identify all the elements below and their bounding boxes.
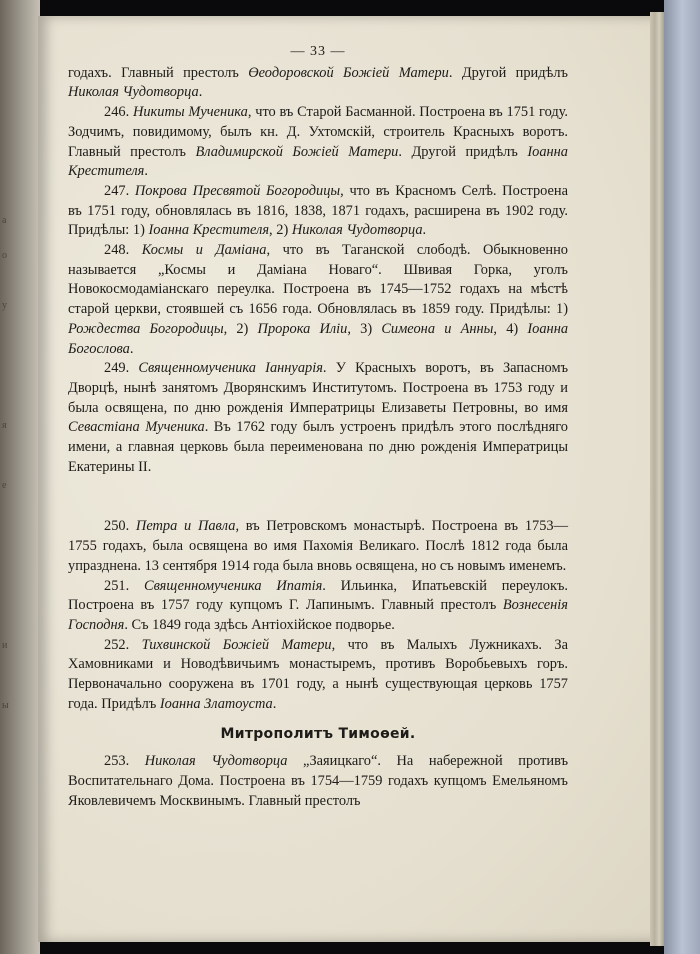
- italic-name: Симеона и Анны: [381, 320, 494, 337]
- background: [664, 0, 700, 954]
- italic-name: Никиты Мученика: [132, 104, 248, 121]
- entry-p247: 247. Покрова Пресвятой Богородицы, что въ Красномъ Селѣ. Построена въ 1751 году, обновлялась въ 1816, 1838, 1871 годахъ, расширена въ 1902 году. Придѣлы: 1) Іоанна Крестителя, 2) Николая Чудотворца.: [68, 182, 569, 239]
- italic-name: Николая Чудотворца: [291, 222, 423, 239]
- italic-name: Вознесенія Господня: [68, 597, 568, 633]
- paragraph-gap: [68, 477, 568, 517]
- entry-p246: 246. Никиты Мученика, что въ Старой Басманной. Построена въ 1751 году. Зодчимъ, повидимому, былъ кн. Д. Ухтомскій, строитель Красныхъ воротъ. Главный престолъ Владимирской Божіей Матери. Другой придѣлъ Іоанна Крестителя.: [68, 104, 569, 180]
- italic-name: Іоанна Крестителя: [68, 143, 568, 180]
- section-heading: Митрополитъ Тимоѳей.: [220, 725, 416, 742]
- facing-page-fragment: ы: [2, 700, 9, 711]
- italic-name: Космы и Даміана: [141, 242, 267, 259]
- facing-page-fragment: у: [2, 300, 7, 311]
- italic-name: Іоанна Златоуста: [159, 695, 273, 712]
- italic-name: Священномученика Іаннуарія: [138, 360, 323, 377]
- facing-page-fragment: и: [2, 640, 8, 651]
- entries-block: [68, 64, 568, 715]
- entry-p252: 252. Тихвинской Божіей Матери, что въ Малыхъ Лужникахъ. За Хамовниками и Новодѣвичьимъ монастыремъ, противъ Воробьевыхъ горъ. Первоначально сооружена въ 1701 году, а нынѣ существующая церковь 1757 года. Придѣлъ Іоанна Златоуста.: [68, 636, 568, 712]
- italic-name: Іоанна Богослова: [68, 320, 569, 357]
- entry-p245-cont: годахъ. Главный престолъ Өеодоровской Божіей Матери. Другой придѣлъ Николая Чудотворца.: [68, 64, 568, 101]
- facing-page-fragment: е: [2, 480, 7, 491]
- italic-name: Владимирской Божіей Матери: [195, 143, 399, 160]
- facing-page-fragment: а: [2, 215, 7, 226]
- page-text: [68, 42, 568, 811]
- facing-page-edge: [0, 0, 40, 954]
- entry-p253: 253. Николая Чудотворца „Заяицкаго“. На набережной противъ Воспитательнаго Дома. Построена въ 1754—1759 годахъ купцомъ Емельяномъ Яковлевичемъ Москвинымъ. Главный престолъ: [68, 753, 569, 809]
- entry-p250: 250. Петра и Павла, въ Петровскомъ монастырѣ. Построена въ 1753—1755 годахъ, была освящена во имя Пахомія Великаго. Послѣ 1812 года была упразднена. 13 сентября 1914 года была вновь освящена, но съ новымъ именемъ.: [68, 518, 568, 574]
- facing-page-fragment: я: [2, 420, 7, 431]
- italic-name: Петра и Павла: [135, 518, 236, 535]
- italic-name: Севастіана Мученика: [68, 419, 205, 436]
- italic-name: Тихвинской Божіей Матери: [141, 636, 332, 653]
- italic-name: Николая Чудотворца: [144, 753, 288, 770]
- italic-name: Іоанна Крестителя: [148, 222, 270, 239]
- entry-p248: 248. Космы и Даміана, что въ Таганской слободѣ. Обыкновенно называется „Космы и Даміана Новаго“. Швивая Горка, уголъ Новокосмодаміанскаго переулка. Построена въ 1745—1752 годахъ на мѣстѣ старой церкви, стоявшей съ 1656 года. Обновлялась въ 1859 году. Придѣлы: 1) Рождества Богородицы, 2) Пророка Иліи, 3) Симеона и Анны, 4) Іоанна Богослова.: [68, 242, 569, 357]
- page-number: — 33 —: [290, 44, 346, 59]
- italic-name: Пророка Иліи: [257, 320, 348, 337]
- italic-name: Священномученика Ипатія: [144, 577, 323, 594]
- italic-name: Өеодоровской Божіей Матери: [248, 64, 449, 81]
- italic-name: Рождества Богородицы: [68, 320, 224, 337]
- entry-p249: 249. Священномученика Іаннуарія. У Красныхъ воротъ, въ Запасномъ Дворцѣ, нынѣ занятомъ Дворянскимъ Институтомъ. Построена въ 1753 году и была освящена, по дню рожденія Императрицы Елизаветы Петровны, во имя Севастіана Мученика. Въ 1762 году былъ устроенъ придѣлъ этого послѣдняго имени, а главная церковь была переименована по дню рожденія Императрицы Екатерины II.: [68, 360, 569, 475]
- facing-page-fragment: о: [2, 250, 7, 261]
- italic-name: Покрова Пресвятой Богородицы: [134, 182, 341, 199]
- entries-block-continued: [68, 752, 568, 811]
- page-stack-edge: [650, 12, 664, 946]
- italic-name: Николая Чудотворца: [68, 84, 199, 101]
- entry-p251: 251. Священномученика Ипатія. Ильинка, Ипатьевскій переулокъ. Построена въ 1757 году купцомъ Г. Лапинымъ. Главный престолъ Вознесенія Господня. Съ 1849 года здѣсь Антіохійское подворье.: [68, 577, 569, 633]
